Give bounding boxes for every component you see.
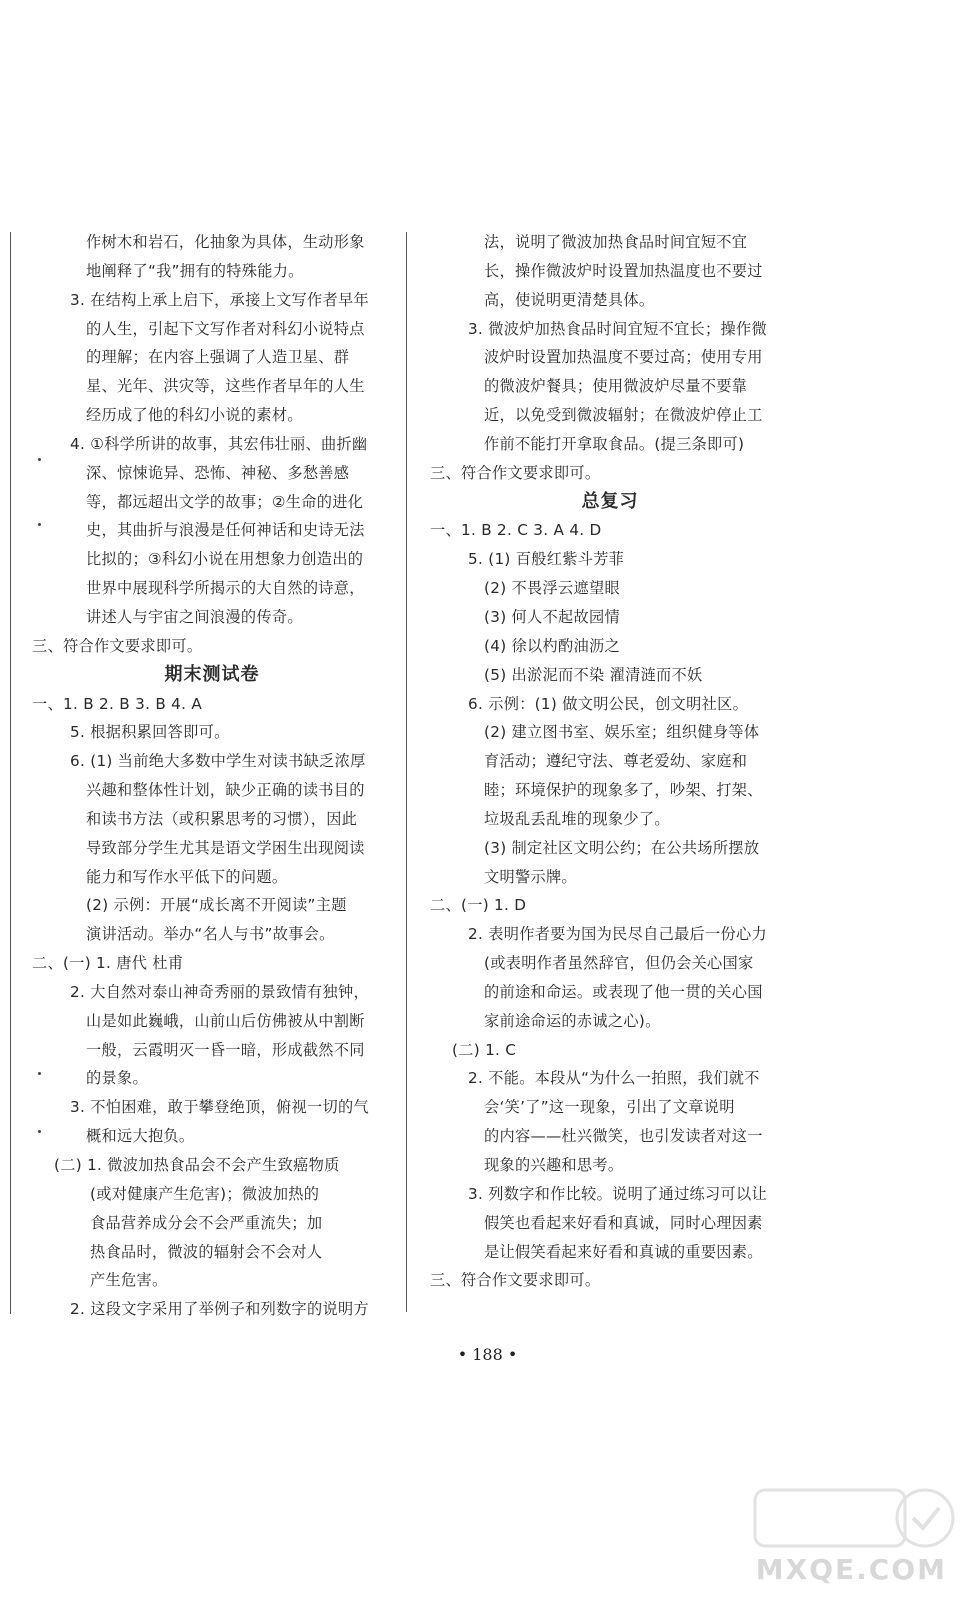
answer-line: 热食品时，微波的辐射会不会对人	[90, 1242, 323, 1261]
answer-column-right	[430, 228, 790, 1295]
answer-line: 演讲活动。举办“名人与书”故事会。	[86, 925, 335, 944]
answer-line: (或表明作者虽然辞官，但仍会关心国家	[484, 954, 754, 973]
answer-line: 6. 示例：(1) 做文明公民，创文明社区。	[468, 694, 749, 713]
answer-line: 6. (1) 当前绝大多数中学生对读书缺乏浓厚	[70, 752, 366, 771]
answer-line: 产生危害。	[90, 1271, 168, 1290]
answer-line: 讲述人与宇宙之间浪漫的传奇。	[86, 607, 303, 626]
answer-line: 的微波炉餐具；使用微波炉尽量不要靠	[484, 377, 748, 396]
answer-line: 现象的兴趣和思考。	[484, 1156, 624, 1174]
watermark-logo	[735, 1482, 965, 1592]
answer-line: 3. 不怕困难，敢于攀登绝顶，俯视一切的气	[70, 1098, 369, 1117]
answer-line: (2) 建立图书室、娱乐室；组织健身等体	[484, 723, 760, 742]
answer-line: 假笑也看起来好看和真诚，同时心理因素	[484, 1213, 763, 1232]
answer-line: (5) 出淤泥而不染 濯清涟而不妖	[484, 665, 703, 684]
answer-line: 三、符合作文要求即可。	[32, 636, 203, 655]
answer-line: 的内容——杜兴微笑，也引发读者对这一	[484, 1127, 763, 1146]
answer-line: 5. 根据积累回答即可。	[70, 723, 230, 742]
answer-line: 兴趣和整体性计划，缺少正确的读书目的	[86, 781, 365, 800]
answer-line: 3. 列数字和作比较。说明了通过练习可以让	[468, 1184, 767, 1203]
answer-line: 睦；环境保护的现象多了，吵架、打架、	[484, 781, 763, 800]
answer-line: 能力和写作水平低下的问题。	[86, 867, 288, 886]
answer-line: (二) 1. C	[452, 1040, 517, 1059]
answer-line: 文明警示牌。	[484, 867, 577, 886]
answer-line: 一、1. B 2. C 3. A 4. D	[430, 521, 602, 540]
answer-line: 世界中展现科学所揭示的大自然的诗意，	[86, 579, 365, 598]
answer-line: (2) 不畏浮云遮望眼	[484, 579, 620, 598]
answer-line: (或对健康产生危害)；微波加热的	[90, 1184, 320, 1203]
answer-line: (4) 徐以杓酌油沥之	[484, 636, 620, 655]
watermark-text: MXQE.COM	[755, 1553, 947, 1586]
answer-line: 长，操作微波炉时设置加热温度也不要过	[484, 261, 763, 280]
answer-line: 二、(一) 1. 唐代 杜甫	[32, 954, 184, 973]
answer-column-left	[32, 228, 392, 1324]
answer-line: 2. 表明作者要为国为民尽自己最后一份心力	[468, 925, 767, 944]
answer-line: 的人生，引起下文写作者对科幻小说特点	[86, 319, 365, 338]
answer-line: 史，其曲折与浪漫是任何神话和史诗无法	[86, 521, 365, 540]
answer-line: 作树木和岩石，化抽象为具体，生动形象	[86, 233, 365, 251]
answer-line: (2) 示例：开展“成长离不开阅读”主题	[86, 896, 347, 915]
page-number: • 188 •	[457, 1345, 518, 1364]
answer-line: 2. 这段文字采用了举例子和列数字的说明方	[70, 1300, 369, 1319]
answer-line: 作前不能打开拿取食品。(提三条即可)	[484, 434, 745, 453]
answer-line: 和读书方法（或积累思考的习惯），因此	[86, 809, 358, 828]
answer-line: 一、1. B 2. B 3. B 4. A	[32, 694, 203, 713]
answer-line: 法，说明了微波加热食品时间宜短不宜	[484, 233, 748, 251]
answer-line: 2. 不能。本段从“为什么一拍照，我们就不	[468, 1069, 760, 1088]
answer-line: 的理解；在内容上强调了人造卫星、群	[86, 348, 350, 367]
column-divider	[406, 232, 407, 1312]
answer-line: 是让假笑看起来好看和真诚的重要因素。	[484, 1242, 763, 1261]
answer-line: 波炉时设置加热温度不要过高；使用专用	[484, 348, 763, 367]
answer-line: 的景象。	[86, 1069, 148, 1088]
answer-line: 概和远大抱负。	[86, 1127, 195, 1146]
answer-line: (二) 1. 微波加热食品会不会产生致癌物质	[54, 1156, 340, 1174]
answer-line: 导致部分学生尤其是语文学困生出现阅读	[86, 838, 365, 857]
answer-line: (3) 何人不起故园情	[484, 607, 620, 626]
answer-line: 高，使说明更清楚具体。	[484, 290, 655, 309]
answer-line: 一般，云霞明灭一昏一暗，形成截然不同	[86, 1040, 365, 1059]
answer-line: 会‘笑’了”这一现象，引出了文章说明	[484, 1098, 735, 1117]
answer-line: 二、(一) 1. D	[430, 896, 527, 915]
answer-line: 三、符合作文要求即可。	[430, 463, 601, 482]
answer-line: 地阐释了“我”拥有的特殊能力。	[86, 261, 304, 280]
answer-line: 的前途和命运。或表现了他一贯的关心国	[484, 982, 763, 1001]
answer-line: (3) 制定社区文明公约；在公共场所摆放	[484, 838, 760, 857]
answer-line: 经历成了他的科幻小说的素材。	[86, 406, 303, 425]
answer-line: 3. 在结构上承上启下，承接上文写作者早年	[70, 290, 369, 309]
left-margin-rule	[10, 232, 11, 1314]
answer-line: 家前途命运的赤诚之心)。	[484, 1011, 661, 1030]
answer-line: 育活动；遵纪守法、尊老爱幼、家庭和	[484, 752, 748, 771]
answer-line: 近，以免受到微波辐射；在微波炉停止工	[484, 406, 763, 425]
answer-line: 比拟的；③科幻小说在用想象力创造出的	[86, 550, 364, 569]
answer-line: 三、符合作文要求即可。	[430, 1271, 601, 1290]
answer-line: 等，都远超出文学的故事；②生命的进化	[86, 492, 364, 511]
answer-line: 深、惊悚诡异、恐怖、神秘、多愁善感	[86, 463, 350, 482]
answer-line: 垃圾乱丢乱堆的现象少了。	[484, 809, 670, 828]
answer-line: 山是如此巍峨，山前山后仿佛被从中割断	[86, 1011, 365, 1030]
answer-line: 5. (1) 百般红紫斗芳菲	[468, 550, 625, 569]
answer-line: 2. 大自然对泰山神奇秀丽的景致情有独钟，	[70, 982, 369, 1001]
answer-line: 4. ①科学所讲的故事，其宏伟壮丽、曲折幽	[70, 434, 368, 453]
answer-line: 3. 微波炉加热食品时间宜短不宜长；操作微	[468, 319, 767, 338]
section-title: 期末测试卷	[164, 663, 260, 685]
answer-line: 食品营养成分会不会严重流失；加	[90, 1213, 323, 1232]
answer-line: 星、光年、洪灾等，这些作者早年的人生	[86, 377, 365, 396]
section-title: 总复习	[581, 490, 639, 512]
